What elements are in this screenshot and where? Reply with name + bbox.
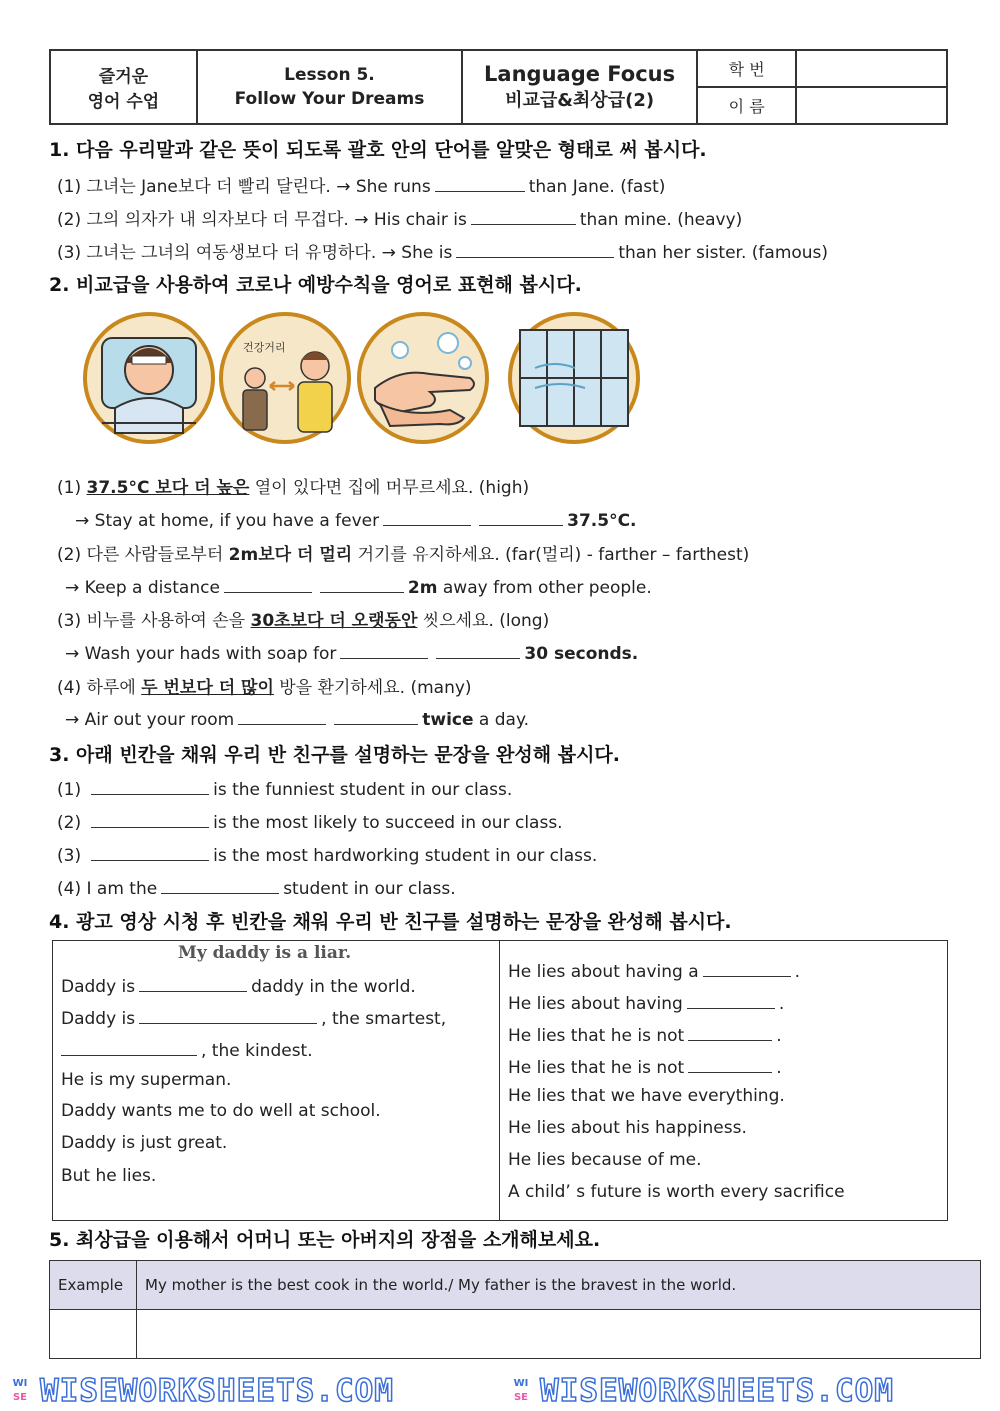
focus-title: Language Focus	[484, 62, 676, 86]
focus-cell	[462, 50, 697, 124]
answer-blank[interactable]	[687, 990, 775, 1009]
section2-q3	[57, 606, 549, 631]
period: .	[778, 994, 785, 1014]
ad-text-box	[52, 940, 948, 1221]
focus-subtitle: 비교급&최상급(2)	[505, 90, 655, 111]
section2-q2	[57, 540, 749, 565]
ad-line-4: He is my superman.	[61, 1070, 232, 1090]
ad-right-line-1	[508, 958, 800, 982]
l3-post: , the kindest.	[201, 1041, 313, 1061]
lesson-title: Follow Your Dreams	[234, 89, 425, 109]
lesson-cell	[197, 50, 462, 124]
q1-number: (1)	[57, 478, 82, 498]
ad-right-line-5: He lies that we have everything.	[508, 1086, 785, 1106]
q3-prompt: (3) 그녀는 그녀의 여동생보다 더 유명하다. → She is	[57, 243, 453, 263]
example-table	[49, 1260, 981, 1359]
ad-line-2	[61, 1005, 446, 1029]
footer-watermark	[0, 1372, 1000, 1411]
answer-blank[interactable]	[161, 875, 279, 894]
ad-line-7: But he lies.	[61, 1166, 157, 1186]
q1-text: is the funniest student in our class.	[213, 780, 513, 800]
answer-blank[interactable]	[139, 1005, 317, 1024]
student-no-label: 학 번	[697, 50, 796, 87]
r2-pre: He lies about having	[508, 994, 683, 1014]
answer-blank[interactable]	[91, 842, 209, 861]
q1-suffix: than Jane. (fast)	[528, 177, 666, 197]
section2-q4	[57, 673, 472, 698]
q4-rest: 방을 환기하세요. (many)	[279, 678, 472, 698]
answer-blank[interactable]	[224, 574, 312, 593]
example-text: My mother is the best cook in the world./ My father is the bravest in the world.	[137, 1261, 981, 1310]
q1-prompt: (1) 그녀는 Jane보다 더 빨리 달린다. → She runs	[57, 177, 431, 197]
section3-q3	[57, 842, 597, 866]
answer-blank[interactable]	[91, 809, 209, 828]
a4-text: → Air out your room	[65, 710, 235, 730]
q2-prompt: (2) 그의 의자가 내 의자보다 더 무겁다. → His chair is	[57, 210, 467, 230]
fever-illustration	[85, 314, 213, 442]
answer-blank[interactable]	[471, 206, 576, 225]
q4-highlight: 두 번보다 더 많이	[141, 678, 274, 698]
handwash-illustration	[359, 314, 487, 442]
answer-blank[interactable]	[456, 239, 614, 258]
ad-right-line-7: He lies because of me.	[508, 1150, 702, 1170]
answer-blank[interactable]	[238, 706, 326, 725]
q2-text: (2) 다른 사람들로부터	[57, 545, 224, 565]
section3-q1	[57, 776, 512, 800]
section3-q4	[57, 875, 456, 899]
name-label: 이 름	[697, 87, 796, 124]
r1-pre: He lies about having a	[508, 962, 699, 982]
q1-text: 열이 있다면 집에 머무르세요. (high)	[254, 478, 530, 498]
answer-blank[interactable]	[703, 958, 791, 977]
section2-a4	[65, 706, 529, 730]
q2-highlight: 2m보다 더 멀리	[228, 545, 353, 565]
badge-bottom: SE	[513, 1392, 529, 1403]
period: .	[794, 962, 801, 982]
answer-blank[interactable]	[320, 574, 404, 593]
ad-box-title: My daddy is a liar.	[178, 943, 352, 963]
answer-blank[interactable]	[61, 1037, 197, 1056]
q2-rest: 거기를 유지하세요. (far(멀리) - farther – farthest)	[357, 545, 750, 565]
window-illustration	[510, 314, 638, 442]
answer-blank[interactable]	[479, 507, 563, 526]
lesson-number: Lesson 5.	[284, 65, 375, 85]
section5-title: 5. 최상급을 이용해서 어머니 또는 아버지의 장점을 소개해보세요.	[49, 1229, 601, 1251]
answer-blank[interactable]	[688, 1054, 772, 1073]
distance-illustration	[221, 314, 349, 442]
q3-text: is the most hardworking student in our class.	[213, 846, 598, 866]
answer-label-cell	[50, 1310, 137, 1359]
a3-text: → Wash your hads with soap for	[65, 644, 337, 664]
section3-q2	[57, 809, 563, 833]
header-table	[49, 49, 948, 125]
answer-blank[interactable]	[139, 973, 247, 992]
course-cell	[50, 50, 197, 124]
q1-highlight: 37.5°C 보다 더 높은	[86, 478, 250, 498]
q1-number: (1)	[57, 780, 82, 800]
section2-q1	[57, 473, 529, 498]
answer-blank[interactable]	[334, 706, 418, 725]
ad-right-line-3	[508, 1022, 782, 1046]
answer-blank[interactable]	[435, 173, 525, 192]
a2-bold: 2m	[407, 578, 438, 598]
section3-title: 3. 아래 빈칸을 채워 우리 반 친구를 설명하는 문장을 완성해 봅시다.	[49, 744, 621, 766]
r4-pre: He lies that he is not	[508, 1058, 685, 1078]
a1-text: → Stay at home, if you have a fever	[75, 511, 380, 531]
section4-title: 4. 광고 영상 시청 후 빈칸을 채워 우리 반 친구를 설명하는 문장을 완성해 봅시다.	[49, 911, 732, 933]
l1-pre: Daddy is	[61, 977, 136, 997]
brand-text-left: WISEWORKSHEETS.COM	[40, 1373, 394, 1409]
q3-text: (3) 비누를 사용하여 손을	[57, 611, 246, 631]
brand-badge-left	[5, 1377, 35, 1407]
a4-bold: twice	[422, 710, 474, 730]
r3-pre: He lies that he is not	[508, 1026, 685, 1046]
q4-text: (4) I am the	[57, 879, 158, 899]
q4-suffix: student in our class.	[283, 879, 456, 899]
name-field[interactable]	[796, 87, 947, 124]
section1-q3	[57, 238, 828, 263]
example-label: Example	[50, 1261, 137, 1310]
period: .	[776, 1026, 782, 1046]
q3-number: (3)	[57, 846, 82, 866]
section2-a2	[65, 574, 652, 598]
ad-line-6: Daddy is just great.	[61, 1133, 228, 1153]
answer-blank[interactable]	[436, 640, 520, 659]
q2-text: is the most likely to succeed in our class.	[213, 813, 563, 833]
ad-line-3	[61, 1037, 313, 1061]
brand-text-right: WISEWORKSHEETS.COM	[540, 1373, 894, 1409]
section1-title: 1. 다음 우리말과 같은 뜻이 되도록 괄호 안의 단어를 알맞은 형태로 써 봅시다.	[49, 139, 707, 161]
distance-label: 건강거리	[243, 341, 286, 354]
section1-q1	[57, 172, 665, 197]
a2-end: away from other people.	[442, 578, 652, 598]
badge-top: WI	[513, 1378, 529, 1389]
answer-blank[interactable]	[340, 640, 428, 659]
course-line2: 영어 수업	[87, 92, 160, 112]
a4-end: a day.	[478, 710, 529, 730]
answer-blank[interactable]	[383, 507, 471, 526]
covid-rules-illustrations	[80, 308, 645, 450]
course-line1: 즐거운	[98, 67, 149, 87]
ad-right-line-4	[508, 1054, 782, 1078]
q3-suffix: than her sister. (famous)	[618, 243, 829, 263]
brand-badge-right	[506, 1377, 536, 1407]
answer-blank[interactable]	[91, 776, 209, 795]
section2-a3	[65, 640, 638, 664]
section2-title: 2. 비교급을 사용하여 코로나 예방수칙을 영어로 표현해 봅시다.	[49, 274, 582, 296]
q3-rest: 씻으세요. (long)	[422, 611, 550, 631]
answer-blank[interactable]	[688, 1022, 772, 1041]
q4-text: (4) 하루에	[57, 678, 136, 698]
ad-right-line-2	[508, 990, 784, 1014]
a1-end: 37.5°C.	[567, 511, 637, 531]
l2-pre: Daddy is	[61, 1009, 136, 1029]
answer-cell[interactable]	[137, 1310, 981, 1359]
l2-post: , the smartest,	[321, 1009, 447, 1029]
period: .	[776, 1058, 782, 1078]
badge-bottom: SE	[12, 1392, 28, 1403]
q2-number: (2)	[57, 813, 82, 833]
a3-end: 30 seconds.	[524, 644, 639, 664]
student-no-field[interactable]	[796, 50, 947, 87]
ad-right-line-8: A child’ s future is worth every sacrifice	[508, 1182, 845, 1202]
section1-q2	[57, 205, 742, 230]
badge-top: WI	[12, 1378, 28, 1389]
ad-line-5: Daddy wants me to do well at school.	[61, 1101, 381, 1121]
section2-a1	[75, 507, 637, 531]
q2-suffix: than mine. (heavy)	[579, 210, 743, 230]
q3-highlight: 30초보다 더 오랫동안	[250, 611, 418, 631]
ad-right-line-6: He lies about his happiness.	[508, 1118, 747, 1138]
ad-left-column	[53, 941, 500, 1220]
a2-text: → Keep a distance	[65, 578, 220, 598]
ad-line-1	[61, 973, 416, 997]
l1-post: daddy in the world.	[251, 977, 416, 997]
